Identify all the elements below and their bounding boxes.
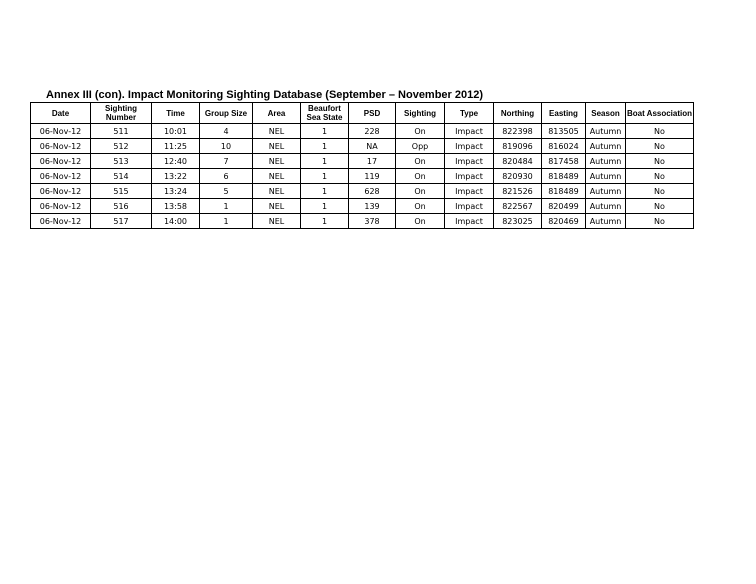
cell-time: 10:01 [152, 124, 200, 139]
header-northing: Northing [494, 103, 542, 124]
cell-easting: 813505 [542, 124, 586, 139]
cell-psd: 228 [349, 124, 396, 139]
sighting-table [30, 102, 694, 229]
cell-sighting-number: 516 [91, 199, 152, 214]
table-row [31, 184, 694, 199]
cell-area: NEL [253, 214, 301, 229]
cell-boat-association: No [626, 154, 694, 169]
cell-beaufort-sea-state: 1 [301, 184, 349, 199]
cell-type: Impact [445, 169, 494, 184]
header-type: Type [445, 103, 494, 124]
cell-northing: 823025 [494, 214, 542, 229]
cell-date: 06-Nov-12 [31, 139, 91, 154]
cell-easting: 820469 [542, 214, 586, 229]
cell-type: Impact [445, 154, 494, 169]
cell-group-size: 5 [200, 184, 253, 199]
cell-northing: 820484 [494, 154, 542, 169]
cell-area: NEL [253, 199, 301, 214]
cell-type: Impact [445, 124, 494, 139]
cell-sighting: On [396, 124, 445, 139]
table-row [31, 124, 694, 139]
cell-easting: 818489 [542, 169, 586, 184]
cell-group-size: 10 [200, 139, 253, 154]
cell-boat-association: No [626, 169, 694, 184]
cell-boat-association: No [626, 124, 694, 139]
cell-northing: 822567 [494, 199, 542, 214]
cell-season: Autumn [586, 199, 626, 214]
cell-beaufort-sea-state: 1 [301, 154, 349, 169]
cell-sighting: On [396, 184, 445, 199]
cell-sighting-number: 517 [91, 214, 152, 229]
cell-date: 06-Nov-12 [31, 214, 91, 229]
cell-season: Autumn [586, 154, 626, 169]
cell-date: 06-Nov-12 [31, 154, 91, 169]
cell-psd: NA [349, 139, 396, 154]
cell-boat-association: No [626, 139, 694, 154]
cell-beaufort-sea-state: 1 [301, 139, 349, 154]
cell-northing: 819096 [494, 139, 542, 154]
table-row [31, 214, 694, 229]
header-date: Date [31, 103, 91, 124]
cell-area: NEL [253, 184, 301, 199]
header-psd: PSD [349, 103, 396, 124]
cell-beaufort-sea-state: 1 [301, 124, 349, 139]
cell-time: 12:40 [152, 154, 200, 169]
header-sighting: Sighting [396, 103, 445, 124]
cell-sighting-number: 511 [91, 124, 152, 139]
cell-area: NEL [253, 169, 301, 184]
page-title: Annex III (con). Impact Monitoring Sighting Database (September – November 2012) [46, 89, 484, 101]
cell-group-size: 4 [200, 124, 253, 139]
cell-time: 13:58 [152, 199, 200, 214]
header-sighting-number: Sighting Number [91, 103, 152, 124]
cell-group-size: 1 [200, 199, 253, 214]
cell-sighting: On [396, 199, 445, 214]
cell-sighting: On [396, 169, 445, 184]
cell-season: Autumn [586, 169, 626, 184]
header-group-size: Group Size [200, 103, 253, 124]
cell-boat-association: No [626, 199, 694, 214]
cell-boat-association: No [626, 214, 694, 229]
header-easting: Easting [542, 103, 586, 124]
cell-northing: 820930 [494, 169, 542, 184]
cell-time: 13:24 [152, 184, 200, 199]
cell-type: Impact [445, 184, 494, 199]
header-area: Area [253, 103, 301, 124]
cell-sighting: On [396, 154, 445, 169]
cell-season: Autumn [586, 214, 626, 229]
cell-easting: 818489 [542, 184, 586, 199]
cell-season: Autumn [586, 184, 626, 199]
cell-sighting: Opp [396, 139, 445, 154]
cell-time: 14:00 [152, 214, 200, 229]
cell-sighting: On [396, 214, 445, 229]
cell-sighting-number: 514 [91, 169, 152, 184]
cell-beaufort-sea-state: 1 [301, 214, 349, 229]
cell-psd: 628 [349, 184, 396, 199]
cell-season: Autumn [586, 139, 626, 154]
cell-date: 06-Nov-12 [31, 199, 91, 214]
cell-time: 13:22 [152, 169, 200, 184]
cell-type: Impact [445, 214, 494, 229]
cell-beaufort-sea-state: 1 [301, 169, 349, 184]
cell-area: NEL [253, 139, 301, 154]
cell-group-size: 7 [200, 154, 253, 169]
cell-season: Autumn [586, 124, 626, 139]
cell-date: 06-Nov-12 [31, 124, 91, 139]
cell-northing: 821526 [494, 184, 542, 199]
cell-area: NEL [253, 154, 301, 169]
cell-psd: 378 [349, 214, 396, 229]
table-row [31, 169, 694, 184]
header-beaufort-sea-state: Beaufort Sea State [301, 103, 349, 124]
table-row [31, 139, 694, 154]
cell-area: NEL [253, 124, 301, 139]
cell-sighting-number: 515 [91, 184, 152, 199]
cell-northing: 822398 [494, 124, 542, 139]
cell-time: 11:25 [152, 139, 200, 154]
cell-psd: 119 [349, 169, 396, 184]
cell-date: 06-Nov-12 [31, 169, 91, 184]
cell-date: 06-Nov-12 [31, 184, 91, 199]
cell-type: Impact [445, 199, 494, 214]
cell-sighting-number: 512 [91, 139, 152, 154]
header-time: Time [152, 103, 200, 124]
cell-psd: 139 [349, 199, 396, 214]
cell-easting: 820499 [542, 199, 586, 214]
table-row [31, 154, 694, 169]
table-row [31, 199, 694, 214]
cell-beaufort-sea-state: 1 [301, 199, 349, 214]
cell-boat-association: No [626, 184, 694, 199]
cell-easting: 816024 [542, 139, 586, 154]
header-row [31, 103, 694, 124]
header-boat-association: Boat Association [626, 103, 694, 124]
header-season: Season [586, 103, 626, 124]
cell-group-size: 6 [200, 169, 253, 184]
cell-psd: 17 [349, 154, 396, 169]
cell-type: Impact [445, 139, 494, 154]
cell-group-size: 1 [200, 214, 253, 229]
cell-sighting-number: 513 [91, 154, 152, 169]
cell-easting: 817458 [542, 154, 586, 169]
